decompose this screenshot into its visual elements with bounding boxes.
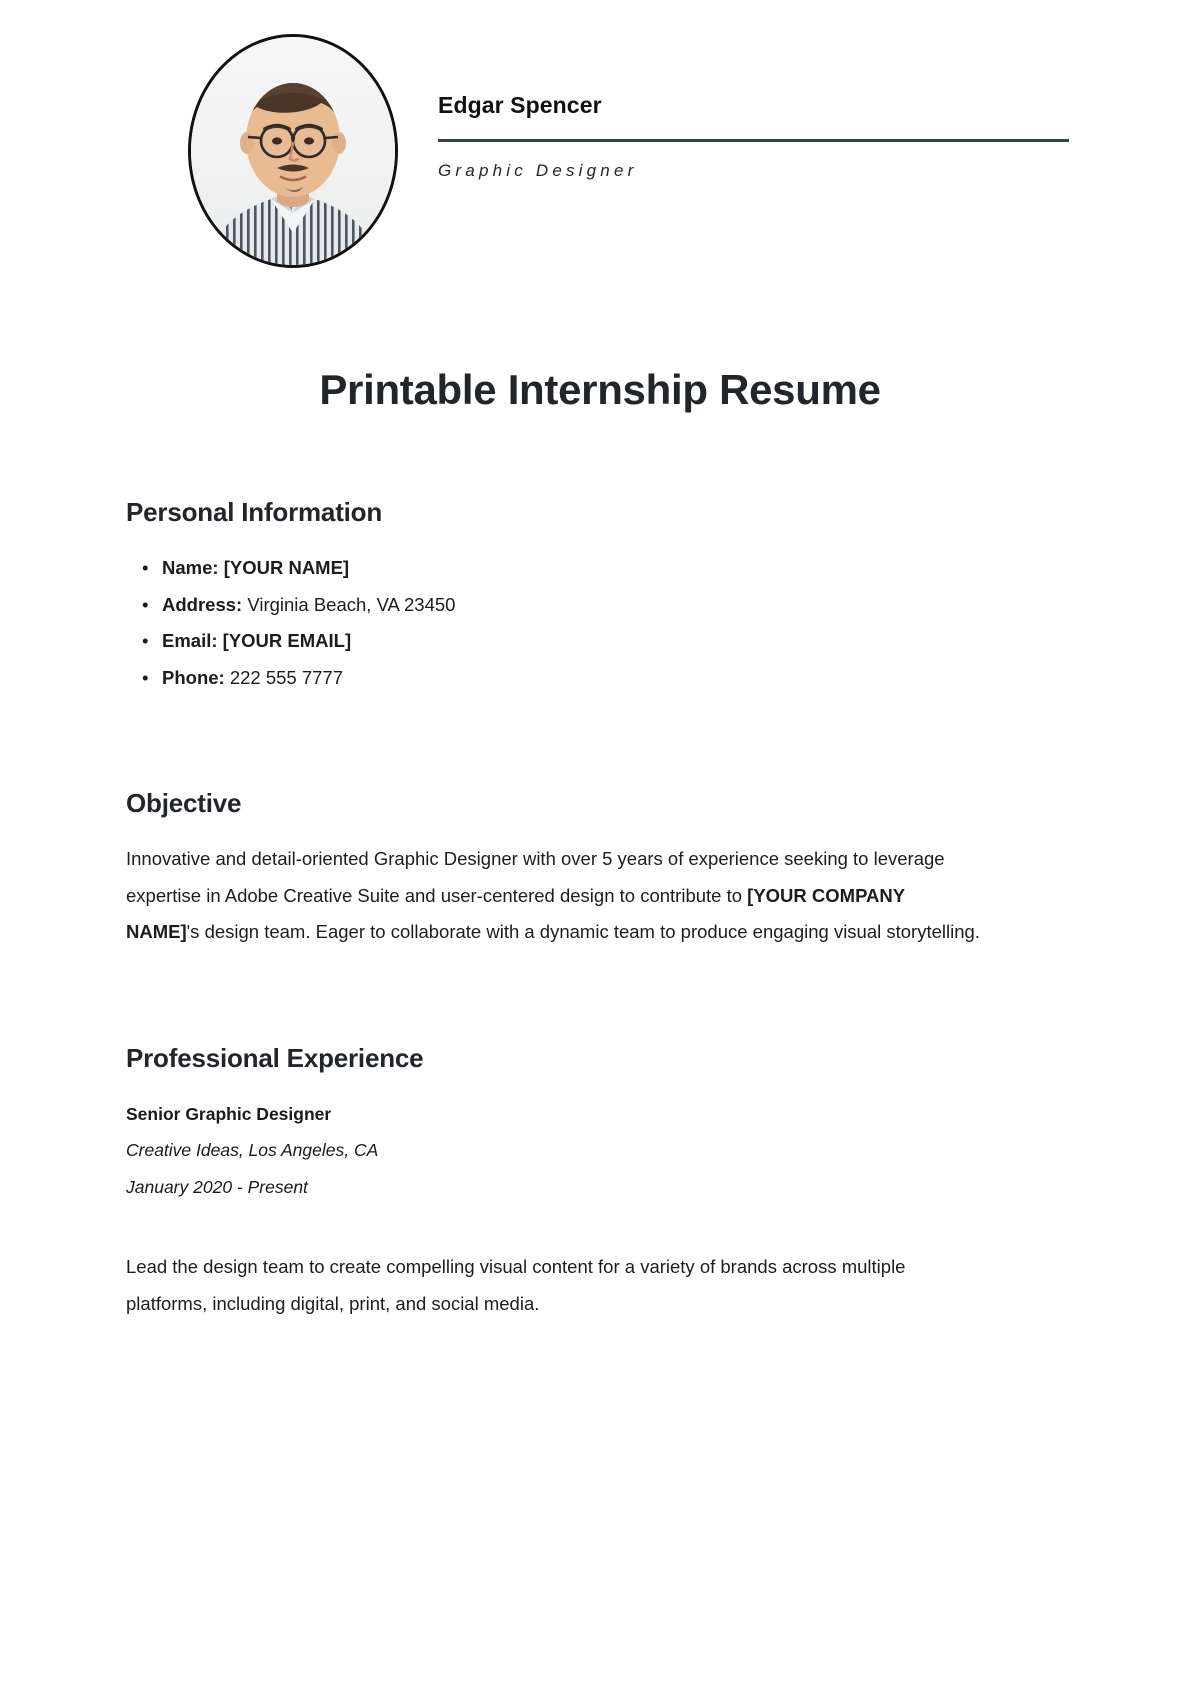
objective-paragraph	[126, 841, 982, 951]
job-title: Senior Graphic Designer	[126, 1103, 332, 1124]
resume-header	[126, 34, 1074, 279]
spacer	[126, 951, 982, 1043]
list-item	[126, 550, 982, 587]
objective-text-part1: Innovative and detail-oriented Graphic Designer with over 5 years of experience seeking to leverage expertise in Adobe Creative Suite and user-centered design to contribute to	[126, 848, 945, 906]
bullet-icon: •	[142, 557, 149, 578]
job-company: Creative Ideas, Los Angeles, CA	[126, 1140, 379, 1160]
job-description: Lead the design team to create compelling visual content for a variety of brands across multiple platforms, including digital, print, and social media.	[126, 1256, 906, 1314]
list-item	[126, 623, 982, 660]
info-value: Virginia Beach, VA 23450	[247, 593, 456, 615]
section-heading-objective: Objective	[126, 788, 242, 818]
bullet-icon: •	[142, 630, 149, 651]
section-professional-experience	[126, 1043, 982, 1323]
list-item	[126, 587, 982, 624]
section-heading-personal-information: Personal Information	[126, 497, 383, 527]
bullet-icon: •	[142, 666, 149, 688]
person-name: Edgar Spencer	[438, 92, 602, 118]
info-label: Email:	[162, 630, 218, 651]
info-value: [YOUR NAME]	[223, 557, 350, 578]
avatar	[188, 34, 396, 266]
page-title: Printable Internship Resume	[319, 366, 881, 413]
info-label: Address:	[162, 593, 243, 615]
person-role: Graphic Designer	[438, 160, 638, 180]
personal-information-list	[126, 550, 982, 696]
objective-text-part2: 's design team. Eager to collaborate with a dynamic team to produce engaging visual storytelling.	[186, 921, 980, 942]
info-label: Name:	[162, 557, 219, 578]
spacer	[126, 1205, 982, 1249]
header-text-block	[438, 34, 1074, 181]
section-objective	[126, 788, 982, 951]
name-divider	[438, 139, 1069, 142]
info-value: 222 555 7777	[229, 666, 344, 688]
job-dates: January 2020 - Present	[126, 1176, 308, 1197]
list-item	[126, 660, 982, 697]
resume-body	[126, 497, 982, 1322]
info-label: Phone:	[162, 666, 225, 688]
section-heading-professional-experience: Professional Experience	[126, 1042, 424, 1073]
objective-company-placeholder: [YOUR COMPANY NAME]	[126, 884, 905, 942]
spacer	[126, 696, 982, 788]
section-personal-information	[126, 497, 982, 696]
portrait-photo-icon	[188, 34, 398, 268]
info-value: [YOUR EMAIL]	[222, 630, 352, 651]
bullet-icon: •	[142, 593, 149, 615]
